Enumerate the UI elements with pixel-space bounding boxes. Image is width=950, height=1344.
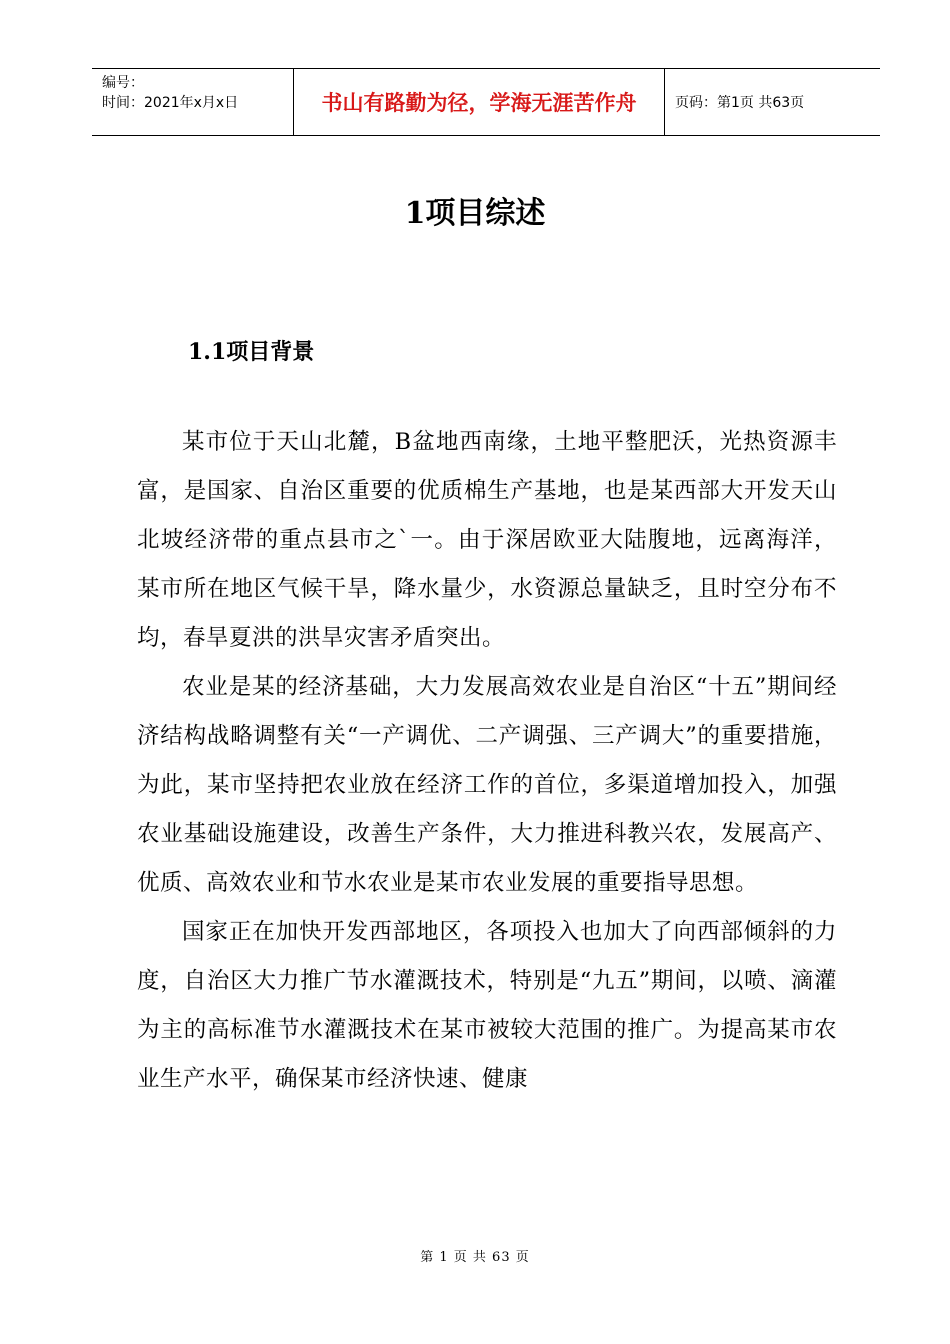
- section-heading: 1.1项目背景: [188, 339, 315, 365]
- header-motto: 书山有路勤为径，学海无涯苦作舟: [293, 69, 665, 135]
- body-paragraph: 农业是某的经济基础，大力发展高效农业是自治区“十五”期间经济结构战略调整有关“一产调优、二产调强、三产调大”的重要措施，为此，某市坚持把农业放在经济工作的首位，多渠道增加投入，加强农业基础设施建设，改善生产条件，大力推进科教兴农，发展高产、优质、高效农业和节水农业是某市农业发展的重要指导思想。: [137, 674, 837, 896]
- body-paragraph: 国家正在加快开发西部地区，各项投入也加大了向西部倾斜的力度，自治区大力推广节水灌溉技术，特别是“九五”期间，以喷、滴灌为主的高标准节水灌溉技术在某市被较大范围的推广。为提高某市农业生产水平，确保某市经济快速、健康: [137, 919, 837, 1092]
- header-time-label: 时间：2021年x月x日: [102, 95, 239, 111]
- header-meta: [92, 69, 293, 135]
- document-body: [137, 418, 837, 1104]
- header-page-info: 页码：第1页 共63页: [675, 95, 805, 111]
- document-title: 1项目综述: [404, 196, 546, 231]
- page-header: [92, 68, 880, 136]
- body-paragraph: 某市位于天山北麓，B盆地西南缘，土地平整肥沃，光热资源丰富，是国家、自治区重要的优质棉生产基地，也是某西部大开发天山北坡经济带的重点县市之`一。由于深居欧亚大陆腹地，远离海洋，某市所在地区气候干旱，降水量少，水资源总量缺乏，且时空分布不均，春旱夏洪的洪旱灾害矛盾突出。: [137, 429, 837, 651]
- page-footer: 第 1 页 共 63 页: [420, 1250, 530, 1265]
- header-number-label: 编号：: [102, 75, 144, 91]
